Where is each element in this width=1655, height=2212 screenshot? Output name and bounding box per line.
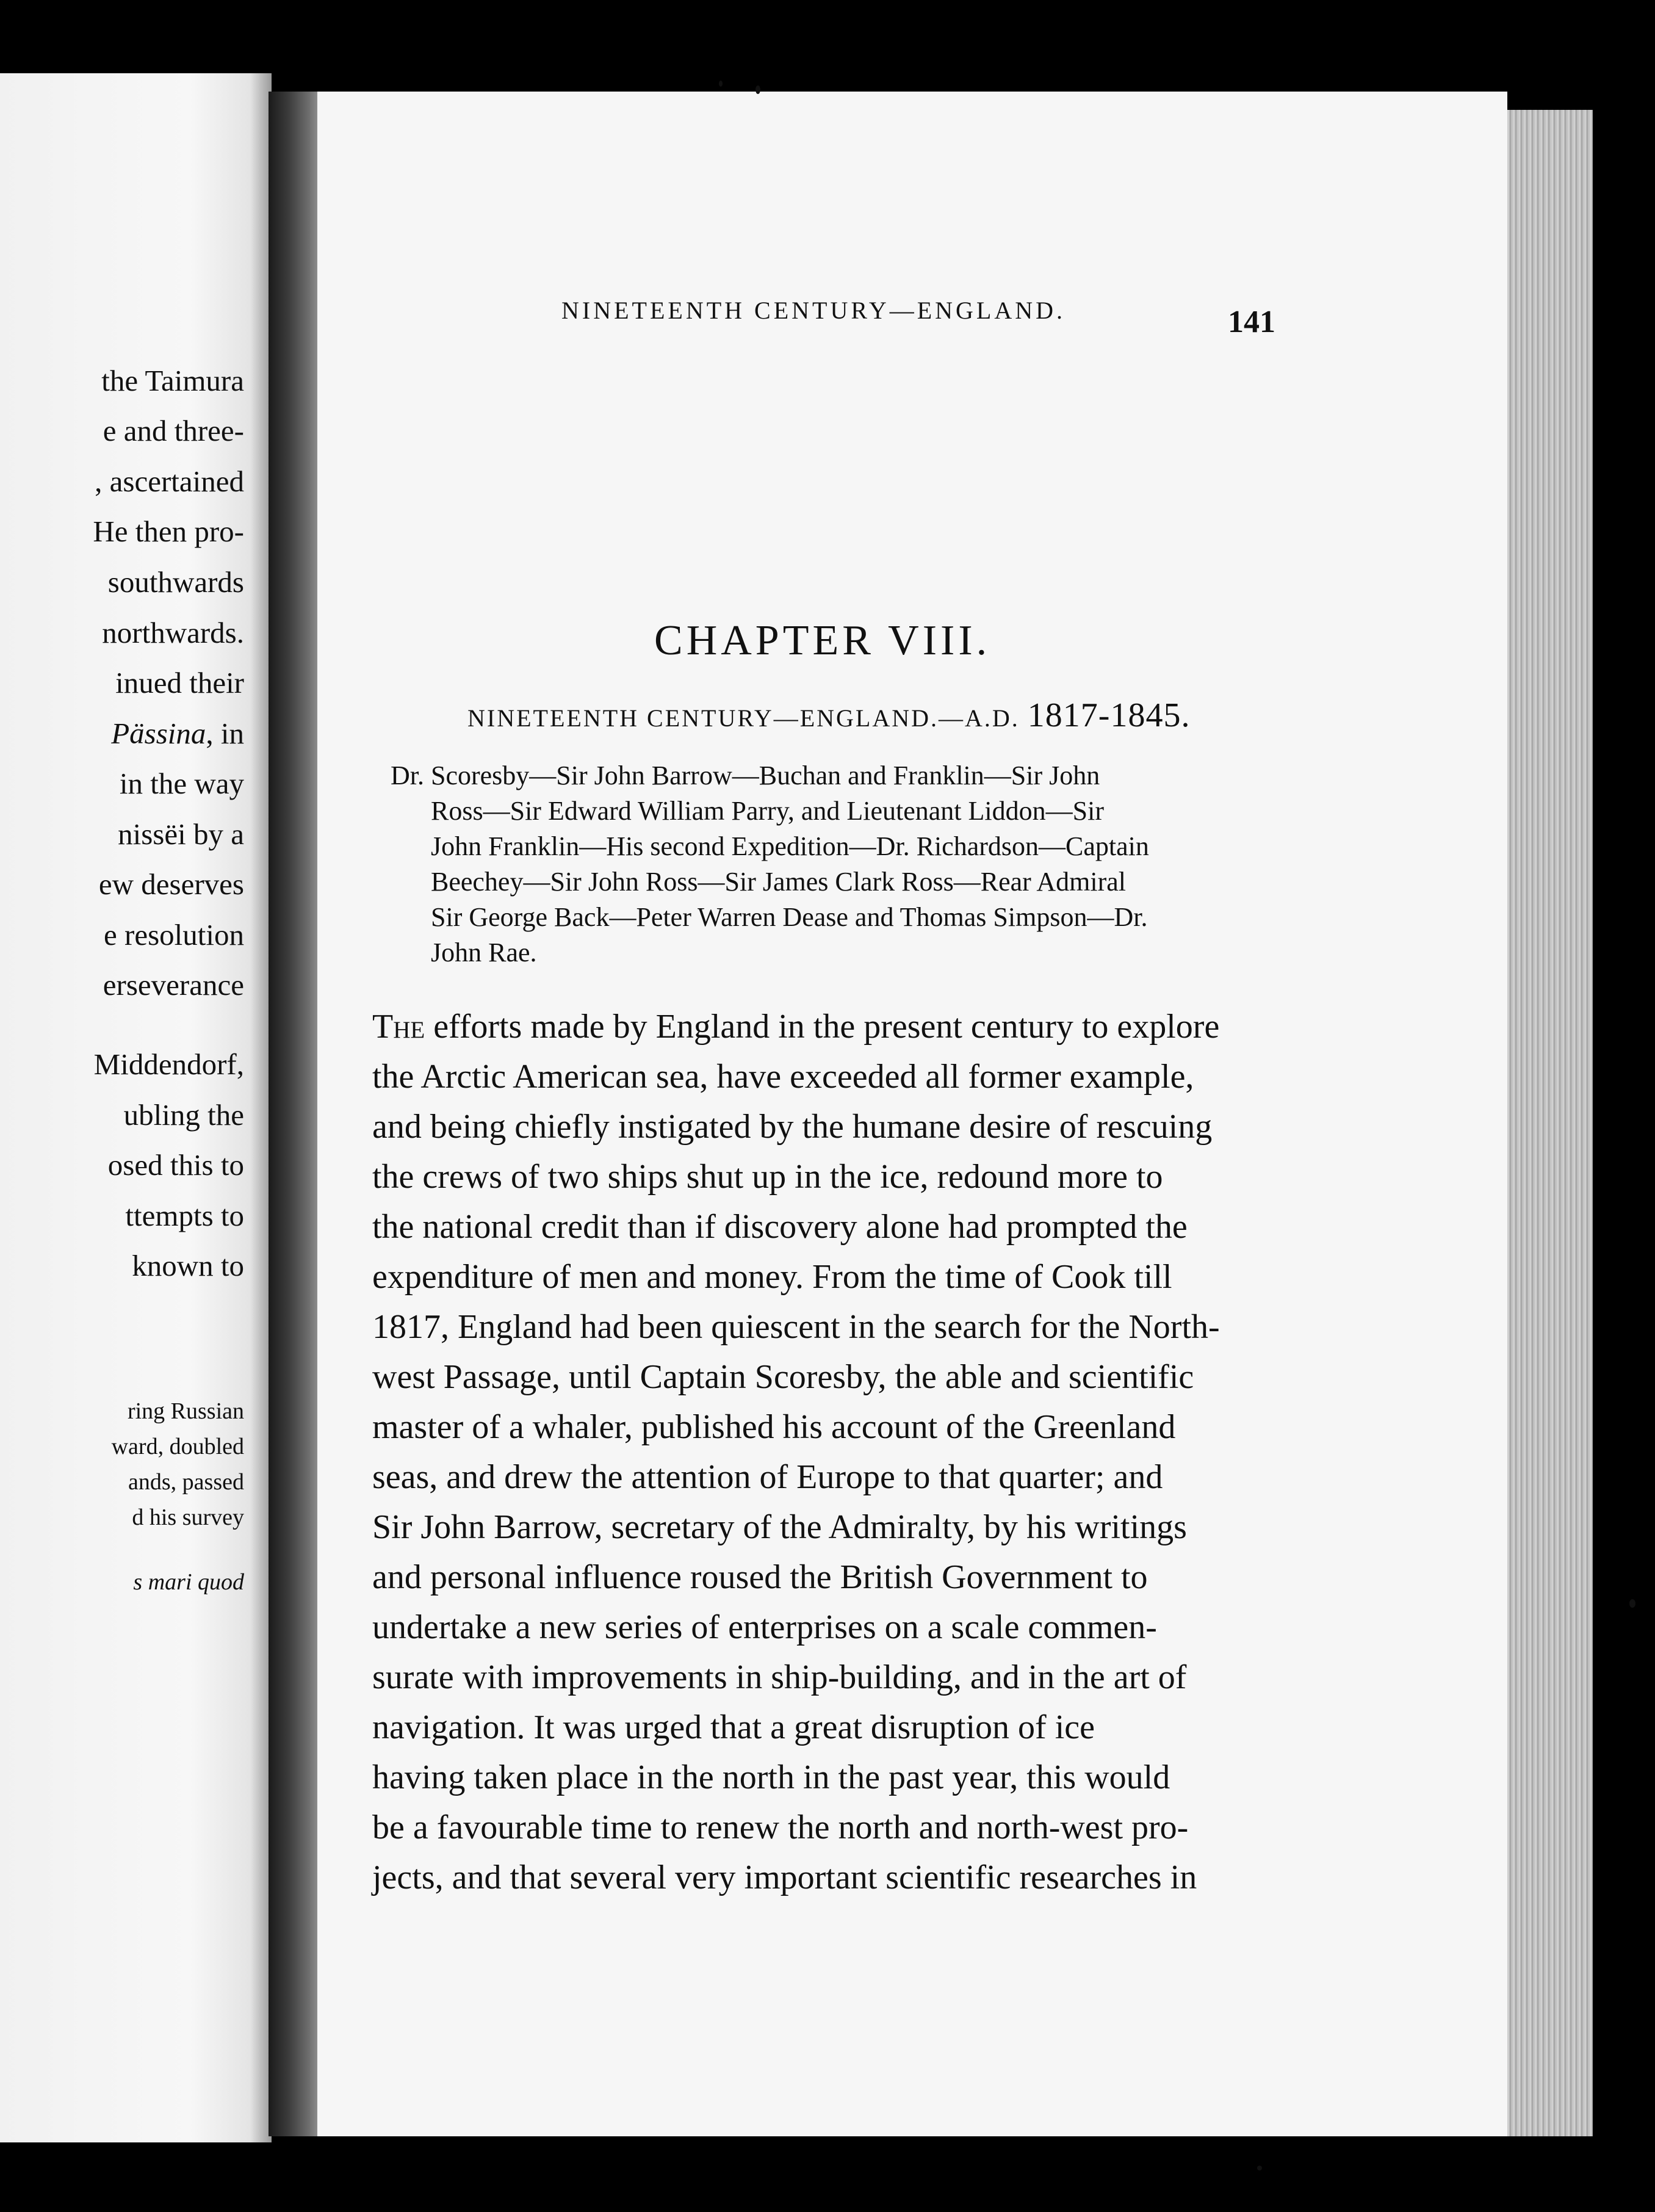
left-page-line: He then pro- bbox=[93, 515, 244, 548]
left-page-footnote: s mari quod bbox=[133, 1569, 244, 1595]
body-line: navigation. It was urged that a great disruption of ice bbox=[372, 1708, 1095, 1746]
left-page-line: northwards. bbox=[102, 616, 244, 649]
left-page-line: , ascertained bbox=[95, 464, 244, 498]
chapter-title: CHAPTER VIII. bbox=[654, 617, 991, 664]
scan-speck bbox=[719, 81, 723, 87]
previous-page bbox=[0, 73, 272, 2142]
body-line: expenditure of men and money. From the time of Cook till bbox=[372, 1258, 1172, 1296]
body-line: jects, and that several very important scientific researches in bbox=[372, 1859, 1197, 1896]
left-page-line: the Taimura bbox=[101, 364, 244, 397]
body-line: undertake a new series of enterprises on a scale commen- bbox=[372, 1608, 1157, 1646]
body-line: the crews of two ships shut up in the ice, redound more to bbox=[372, 1158, 1163, 1196]
left-page-line: Middendorf, bbox=[93, 1047, 244, 1081]
body-line: seas, and drew the attention of Europe to that quarter; and bbox=[372, 1458, 1163, 1496]
summary-line: Ross—Sir Edward William Parry, and Lieutenant Liddon—Sir bbox=[431, 796, 1104, 826]
body-line-text: efforts made by England in the present century to explore bbox=[425, 1008, 1220, 1046]
summary-line: Beechey—Sir John Ross—Sir James Clark Ross—Rear Admiral bbox=[431, 867, 1127, 897]
body-line: 1817, England had been quiescent in the search for the North- bbox=[372, 1308, 1220, 1346]
left-page-line: erseverance bbox=[103, 968, 244, 1002]
left-page-line: e resolution bbox=[104, 918, 244, 952]
summary-line: Dr. Scoresby—Sir John Barrow—Buchan and Franklin—Sir John bbox=[391, 761, 1100, 790]
scan-speck bbox=[1629, 1599, 1635, 1608]
left-page-line: in the way bbox=[119, 767, 244, 800]
summary-line: John Franklin—His second Expedition—Dr. Richardson—Captain bbox=[431, 831, 1149, 861]
left-page-line: southwards bbox=[107, 565, 244, 599]
drop-word: The bbox=[372, 1008, 425, 1046]
body-line: Sir John Barrow, secretary of the Admiralty, by his writings bbox=[372, 1508, 1187, 1546]
left-page-footnote: ward, doubled bbox=[111, 1434, 244, 1459]
chapter-years: 1817-1845. bbox=[1027, 696, 1191, 734]
body-line: surate with improvements in ship-building, and in the art of bbox=[372, 1658, 1187, 1696]
left-page-footnote: d his survey bbox=[132, 1505, 244, 1530]
summary-line: John Rae. bbox=[431, 938, 537, 967]
running-head: NINETEENTH CENTURY—ENGLAND. bbox=[561, 297, 1066, 324]
page-number: 141 bbox=[1228, 305, 1275, 339]
left-page-line: known to bbox=[132, 1249, 244, 1282]
left-page-line: inued their bbox=[115, 666, 244, 699]
body-line: master of a whaler, published his account of the Greenland bbox=[372, 1408, 1176, 1446]
left-page-line: ubling the bbox=[123, 1098, 244, 1132]
left-page-footnote: ring Russian bbox=[127, 1398, 244, 1424]
scan-speck bbox=[1257, 2166, 1262, 2170]
chapter-subtitle bbox=[467, 696, 1190, 735]
body-line: and being chiefly instigated by the humane desire of rescuing bbox=[372, 1108, 1213, 1146]
summary-line: Sir George Back—Peter Warren Dease and Thomas Simpson—Dr. bbox=[431, 902, 1148, 932]
left-page-line: ttempts to bbox=[125, 1199, 244, 1232]
left-page-line bbox=[0, 716, 244, 751]
line-remainder: , in bbox=[206, 717, 244, 750]
body-line: west Passage, until Captain Scoresby, the able and scientific bbox=[372, 1358, 1194, 1396]
left-page-line: nissëi by a bbox=[118, 817, 244, 851]
page-edges bbox=[1501, 110, 1593, 2136]
body-line: the national credit than if discovery alone had prompted the bbox=[372, 1208, 1188, 1246]
left-page-line: e and three- bbox=[103, 414, 244, 447]
body-line: having taken place in the north in the past year, this would bbox=[372, 1758, 1170, 1796]
left-page-footnote: ands, passed bbox=[128, 1469, 244, 1495]
scan-speck bbox=[755, 85, 760, 94]
left-page-line: osed this to bbox=[107, 1148, 244, 1182]
body-line: the Arctic American sea, have exceeded all former example, bbox=[372, 1058, 1194, 1096]
left-page-line: ew deserves bbox=[98, 867, 244, 901]
body-line: be a favourable time to renew the north and north-west pro- bbox=[372, 1809, 1189, 1846]
italic-word: Pässina bbox=[111, 717, 206, 750]
body-line bbox=[372, 1007, 1219, 1046]
chapter-subtitle-text: NINETEENTH CENTURY—ENGLAND.—A.D. bbox=[467, 704, 1020, 732]
body-line: and personal influence roused the British Government to bbox=[372, 1558, 1148, 1596]
